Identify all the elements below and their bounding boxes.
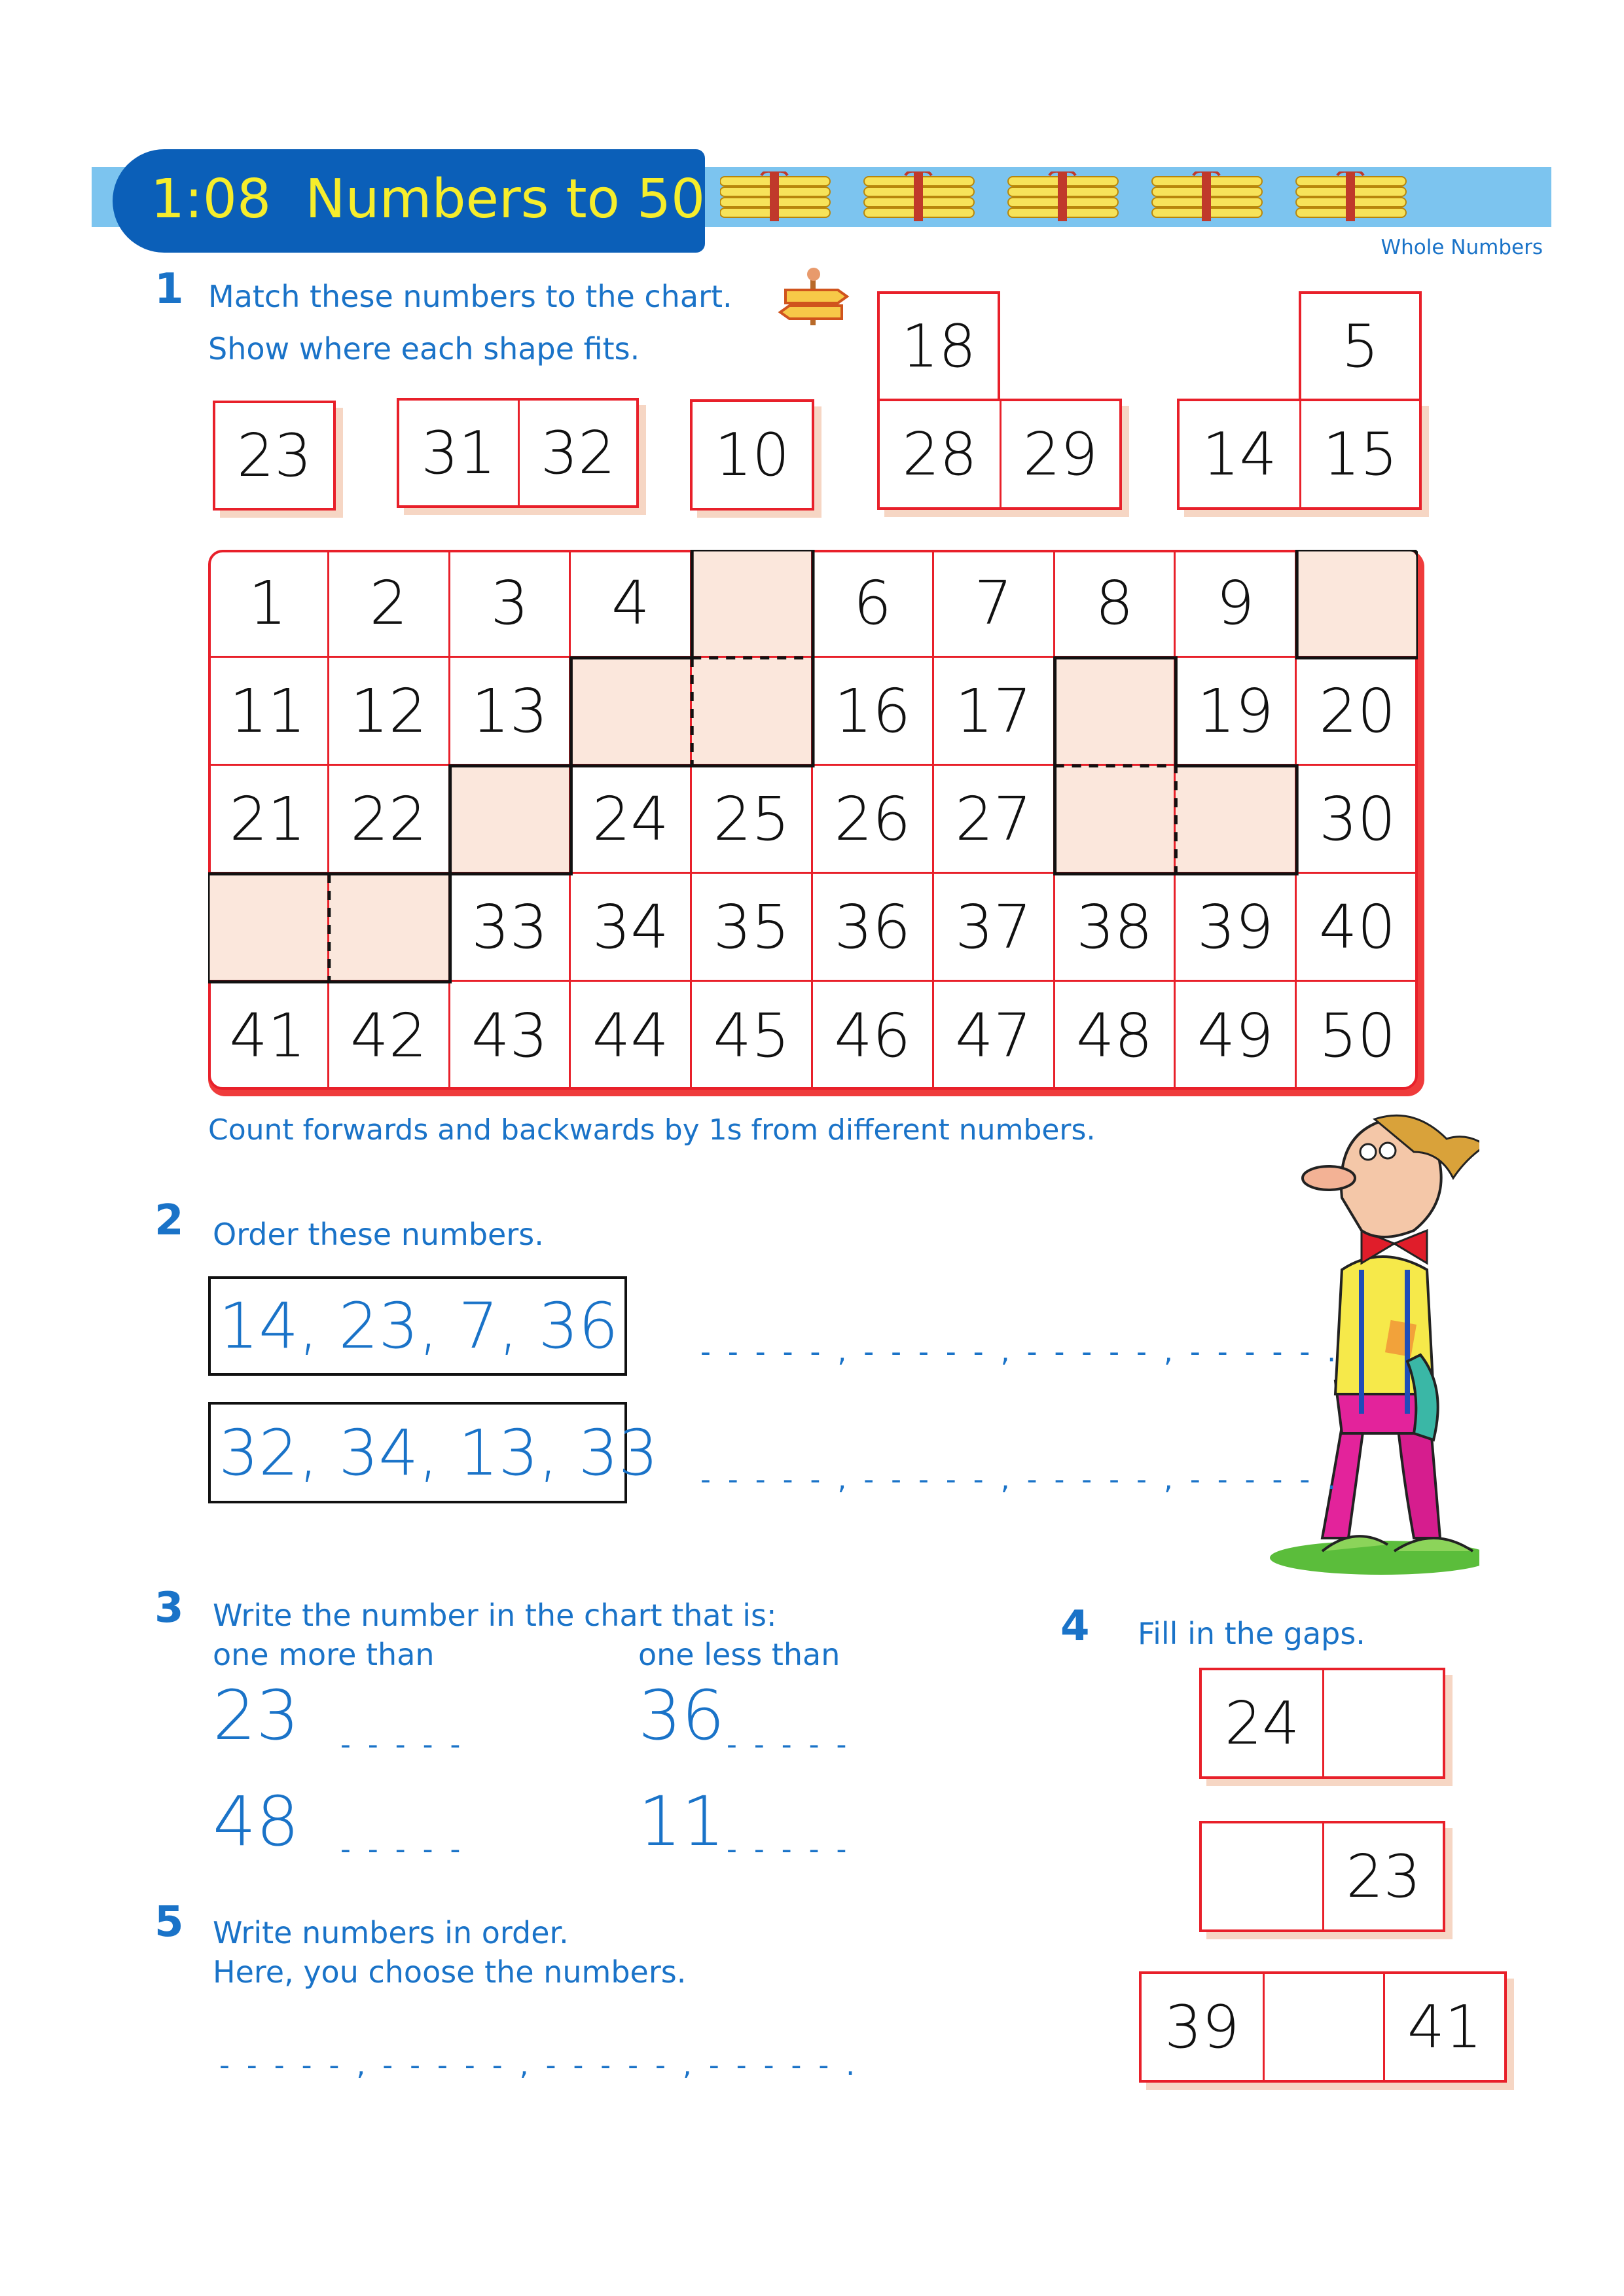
q3-less-value-2: 11 <box>638 1782 725 1861</box>
q3-answer-more-2[interactable]: - - - - - <box>340 1833 465 1866</box>
chart-cell: 45 <box>692 982 813 1090</box>
shape-cell: 18 <box>901 312 977 381</box>
gap-cell: 39 <box>1164 1992 1240 2062</box>
chart-cell: 2 <box>329 550 450 658</box>
chart-cell: 12 <box>329 658 450 766</box>
q2-answer-line-1[interactable]: - - - - - , - - - - - , - - - - - , - - - - - . <box>700 1335 1341 1369</box>
gap-row-1 <box>1199 1668 1445 1779</box>
chart-empty-cell[interactable] <box>571 658 692 766</box>
q5-instruction-line1: Write numbers in order. <box>213 1915 569 1950</box>
q3-more-value-1: 23 <box>213 1676 300 1755</box>
q3-less-value-1: 36 <box>638 1676 725 1755</box>
chart-cell: 24 <box>571 766 692 874</box>
lesson-name: Numbers to 50 <box>305 168 706 230</box>
number-set-2: 32, 34, 13, 33 <box>208 1402 627 1503</box>
chart-cell: 42 <box>329 982 450 1090</box>
chart-cell: 40 <box>1297 874 1418 982</box>
shape-cell: 15 <box>1299 401 1419 507</box>
q3-less-label: one less than <box>638 1637 840 1672</box>
gap-cell: 41 <box>1383 1974 1504 2080</box>
shape-cell: 28 <box>902 420 977 489</box>
shape-18-28-29-bottom[interactable] <box>877 399 1122 510</box>
signpost-icon <box>778 265 850 327</box>
gap-cell: 23 <box>1322 1823 1443 1929</box>
chart-cell: 20 <box>1297 658 1418 766</box>
chart-empty-cell[interactable] <box>329 874 450 982</box>
q1-instruction-line2: Show where each shape fits. <box>208 331 640 367</box>
chart-cell: 4 <box>571 550 692 658</box>
q3-more-label: one more than <box>213 1637 435 1672</box>
q2-instruction: Order these numbers. <box>213 1217 544 1252</box>
chart-cell: 21 <box>208 766 329 874</box>
shape-cell: 14 <box>1202 420 1277 489</box>
gap-row-2 <box>1199 1821 1445 1932</box>
chart-cell: 26 <box>813 766 934 874</box>
chart-cell: 46 <box>813 982 934 1090</box>
shape-23[interactable] <box>213 401 336 511</box>
question-3-number: 3 <box>154 1584 184 1632</box>
question-5-number: 5 <box>154 1898 184 1946</box>
chart-empty-cell[interactable] <box>1055 766 1176 874</box>
chart-cell: 7 <box>934 550 1055 658</box>
chart-cell: 25 <box>692 766 813 874</box>
chart-empty-cell[interactable] <box>1297 550 1418 658</box>
chart-cell: 16 <box>813 658 934 766</box>
chart-cell: 35 <box>692 874 813 982</box>
chart-cell: 48 <box>1055 982 1176 1090</box>
chart-cell: 34 <box>571 874 692 982</box>
shape-5-14-15-top[interactable] <box>1299 291 1422 401</box>
shape-cell: 10 <box>714 420 790 490</box>
chart-empty-cell[interactable] <box>1055 658 1176 766</box>
chart-empty-cell[interactable] <box>450 766 571 874</box>
gap-blank-cell[interactable] <box>1322 1670 1443 1776</box>
chart-empty-cell[interactable] <box>1176 766 1297 874</box>
shape-cell: 29 <box>1000 401 1119 507</box>
chart-cell: 1 <box>208 550 329 658</box>
shape-5-14-15-bottom[interactable] <box>1177 399 1422 510</box>
chart-grid <box>208 550 1418 1090</box>
section-subtitle: Whole Numbers <box>1380 236 1543 259</box>
q4-instruction: Fill in the gaps. <box>1138 1616 1365 1651</box>
chart-cell: 36 <box>813 874 934 982</box>
q1-instruction-line1: Match these numbers to the chart. <box>208 279 732 314</box>
chart-cell: 43 <box>450 982 571 1090</box>
chart-empty-cell[interactable] <box>692 658 813 766</box>
chart-cell: 38 <box>1055 874 1176 982</box>
chart-empty-cell[interactable] <box>208 874 329 982</box>
shape-cell: 31 <box>421 418 496 488</box>
gap-row-3 <box>1139 1971 1507 2083</box>
gap-cell: 24 <box>1224 1689 1300 1758</box>
shape-18-28-29-top[interactable] <box>877 291 1000 401</box>
chart-cell: 27 <box>934 766 1055 874</box>
shape-cell: 23 <box>236 421 312 490</box>
q3-instruction: Write the number in the chart that is: <box>213 1598 777 1633</box>
chart-cell: 47 <box>934 982 1055 1090</box>
chart-cell: 44 <box>571 982 692 1090</box>
shape-cell: 5 <box>1341 312 1379 381</box>
lesson-number: 1:08 <box>151 168 272 230</box>
question-4-number: 4 <box>1060 1602 1090 1651</box>
q5-answer-line[interactable]: - - - - - , - - - - - , - - - - - , - - - - - . <box>219 2049 859 2082</box>
question-2-number: 2 <box>154 1196 184 1245</box>
lesson-title <box>151 164 705 236</box>
q3-answer-less-2[interactable]: - - - - - <box>727 1833 851 1866</box>
q5-instruction-line2: Here, you choose the numbers. <box>213 1954 687 1990</box>
chart-cell: 6 <box>813 550 934 658</box>
chart-cell: 49 <box>1176 982 1297 1090</box>
q3-answer-more-1[interactable]: - - - - - <box>340 1728 465 1761</box>
chart-cell: 11 <box>208 658 329 766</box>
chart-cell: 17 <box>934 658 1055 766</box>
chart-cell: 33 <box>450 874 571 982</box>
q1-note: Count forwards and backwards by 1s from different numbers. <box>208 1113 1096 1147</box>
chart-cell: 19 <box>1176 658 1297 766</box>
chart-cell: 8 <box>1055 550 1176 658</box>
q2-answer-line-2[interactable]: - - - - - , - - - - - , - - - - - , - - - - - . <box>700 1463 1341 1496</box>
number-set-1: 14, 23, 7, 36 <box>208 1276 627 1376</box>
chart-cell: 13 <box>450 658 571 766</box>
shape-10[interactable] <box>690 399 814 511</box>
chart-cell: 37 <box>934 874 1055 982</box>
chart-cell: 39 <box>1176 874 1297 982</box>
chart-cell: 9 <box>1176 550 1297 658</box>
gap-blank-cell[interactable] <box>1263 1974 1384 2080</box>
question-1-number: 1 <box>154 265 184 314</box>
stick-bundles-illustration <box>720 171 1414 223</box>
chart-cell: 50 <box>1319 1001 1396 1071</box>
chart-empty-cell[interactable] <box>692 550 813 658</box>
chart-cell: 22 <box>329 766 450 874</box>
shape-31-32[interactable] <box>397 398 639 508</box>
shape-cell: 32 <box>518 401 636 505</box>
chart-cell: 41 <box>208 982 329 1090</box>
gap-blank-cell[interactable] <box>1202 1823 1322 1929</box>
chart-cell: 30 <box>1297 766 1418 874</box>
chart-cell: 3 <box>450 550 571 658</box>
q3-more-value-2: 48 <box>213 1782 300 1861</box>
q3-answer-less-1[interactable]: - - - - - <box>727 1728 851 1761</box>
